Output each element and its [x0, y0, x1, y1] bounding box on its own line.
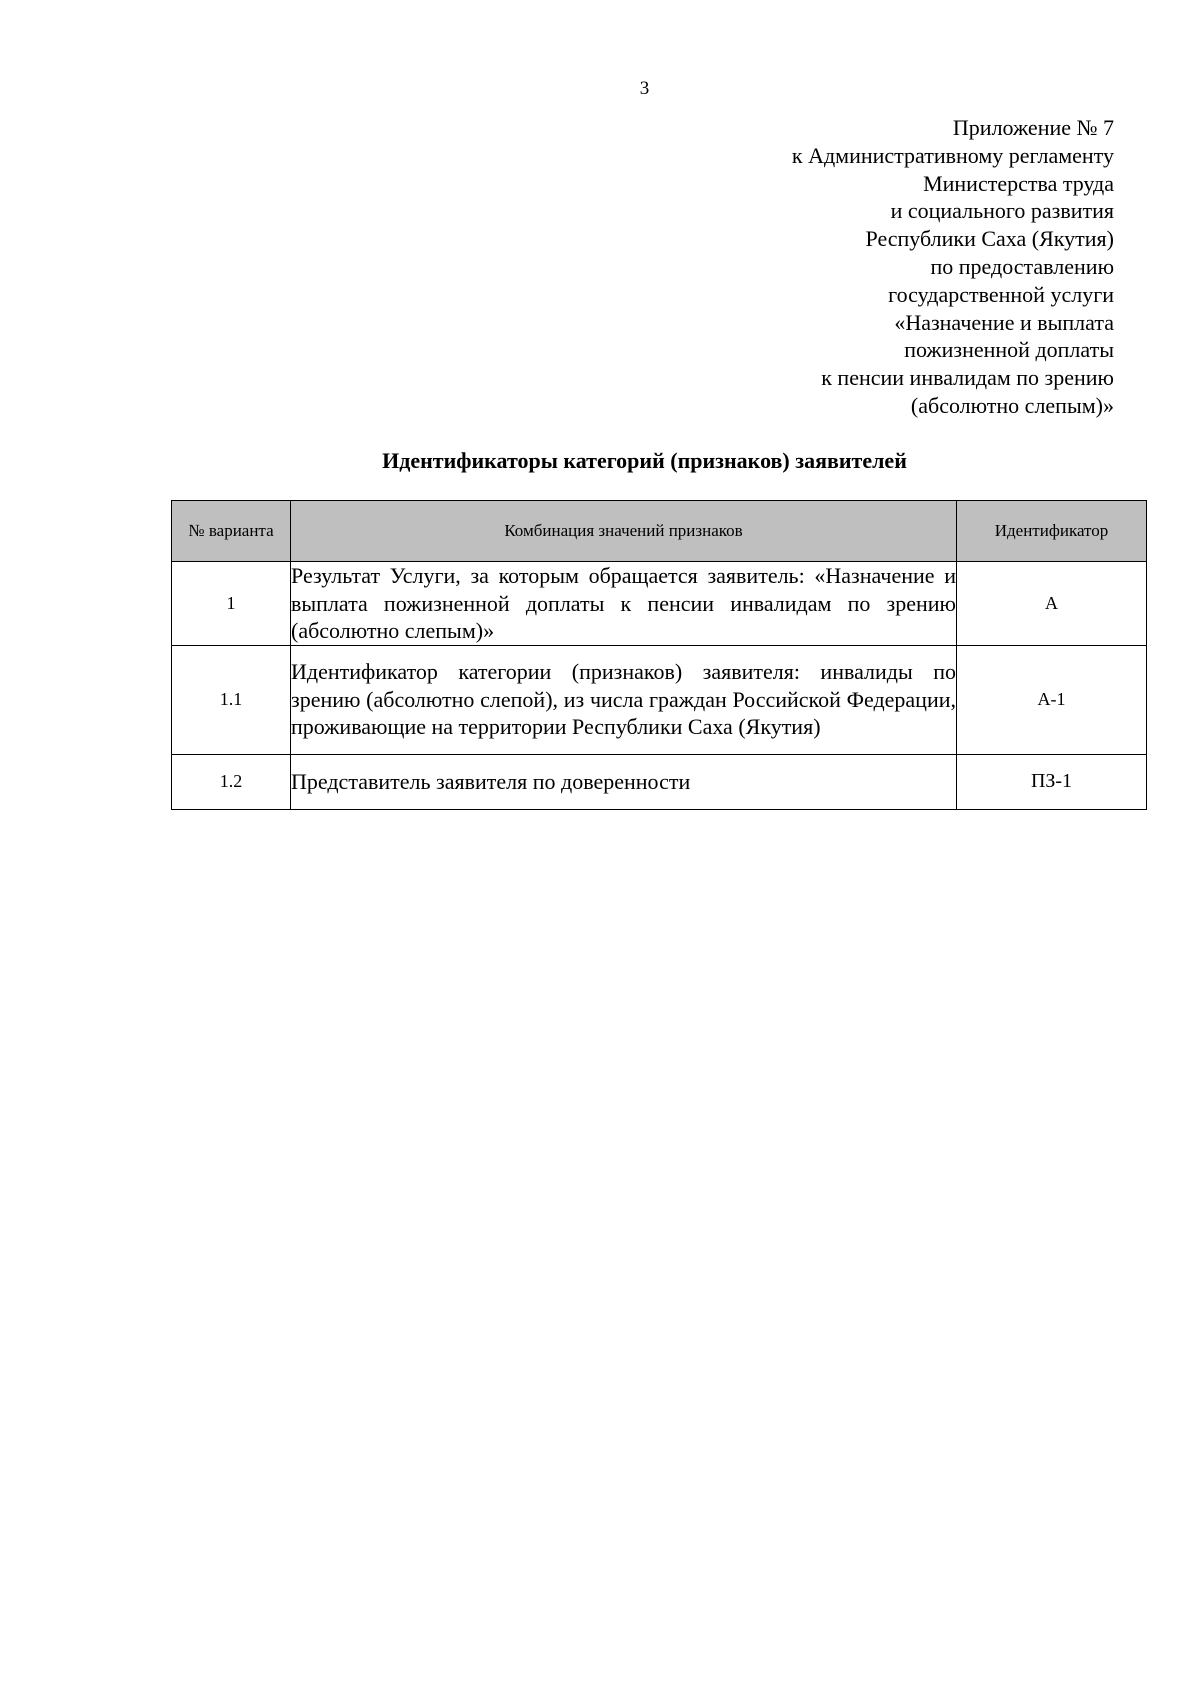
- header-identifier: Идентификатор: [957, 501, 1147, 562]
- combination-cell: Представитель заявителя по доверенности: [291, 754, 957, 809]
- identifier-cell: ПЗ-1: [957, 754, 1147, 809]
- table-row: [172, 754, 1147, 809]
- header-variant-number: № варианта: [172, 501, 291, 562]
- variant-number-cell: 1.1: [172, 645, 291, 754]
- identifiers-table: [171, 500, 1147, 810]
- combination-cell: Идентификатор категории (признаков) заявителя: инвалиды по зрению (абсолютно слепой), из числа граждан Российской Федерации, проживающие на территории Республики Саха (Якутия): [291, 645, 957, 754]
- appendix-line: по предоставлению: [930, 253, 1114, 279]
- appendix-header: [514, 114, 1114, 420]
- appendix-line: «Назначение и выплата: [894, 309, 1114, 335]
- appendix-line: государственной услуги: [888, 281, 1114, 307]
- document-title: Идентификаторы категорий (признаков) заявителей: [382, 448, 907, 473]
- table-row: [172, 645, 1147, 754]
- appendix-line: Приложение № 7: [952, 115, 1114, 140]
- appendix-line: (абсолютно слепым)»: [910, 392, 1114, 418]
- appendix-line: к пенсии инвалидам по зрению: [821, 365, 1114, 391]
- table-row: [172, 562, 1147, 646]
- page-number: 3: [639, 78, 650, 99]
- header-combination: Комбинация значений признаков: [291, 501, 957, 562]
- appendix-line: и социального развития: [890, 198, 1114, 224]
- appendix-line: пожизненной доплаты: [904, 337, 1114, 363]
- variant-number-cell: 1: [172, 562, 291, 646]
- appendix-line: Республики Саха (Якутия): [865, 226, 1114, 252]
- identifier-cell: А-1: [957, 645, 1147, 754]
- combination-cell: Результат Услуги, за которым обращается заявитель: «Назначение и выплата пожизненной доплаты к пенсии инвалидам по зрению (абсолютно слепым)»: [291, 563, 956, 643]
- appendix-line: к Административному регламенту: [791, 142, 1114, 168]
- variant-number-cell: 1.2: [172, 754, 291, 809]
- identifier-cell: А: [957, 562, 1147, 646]
- table-header-row: [172, 501, 1147, 562]
- appendix-line: Министерства труда: [923, 170, 1114, 196]
